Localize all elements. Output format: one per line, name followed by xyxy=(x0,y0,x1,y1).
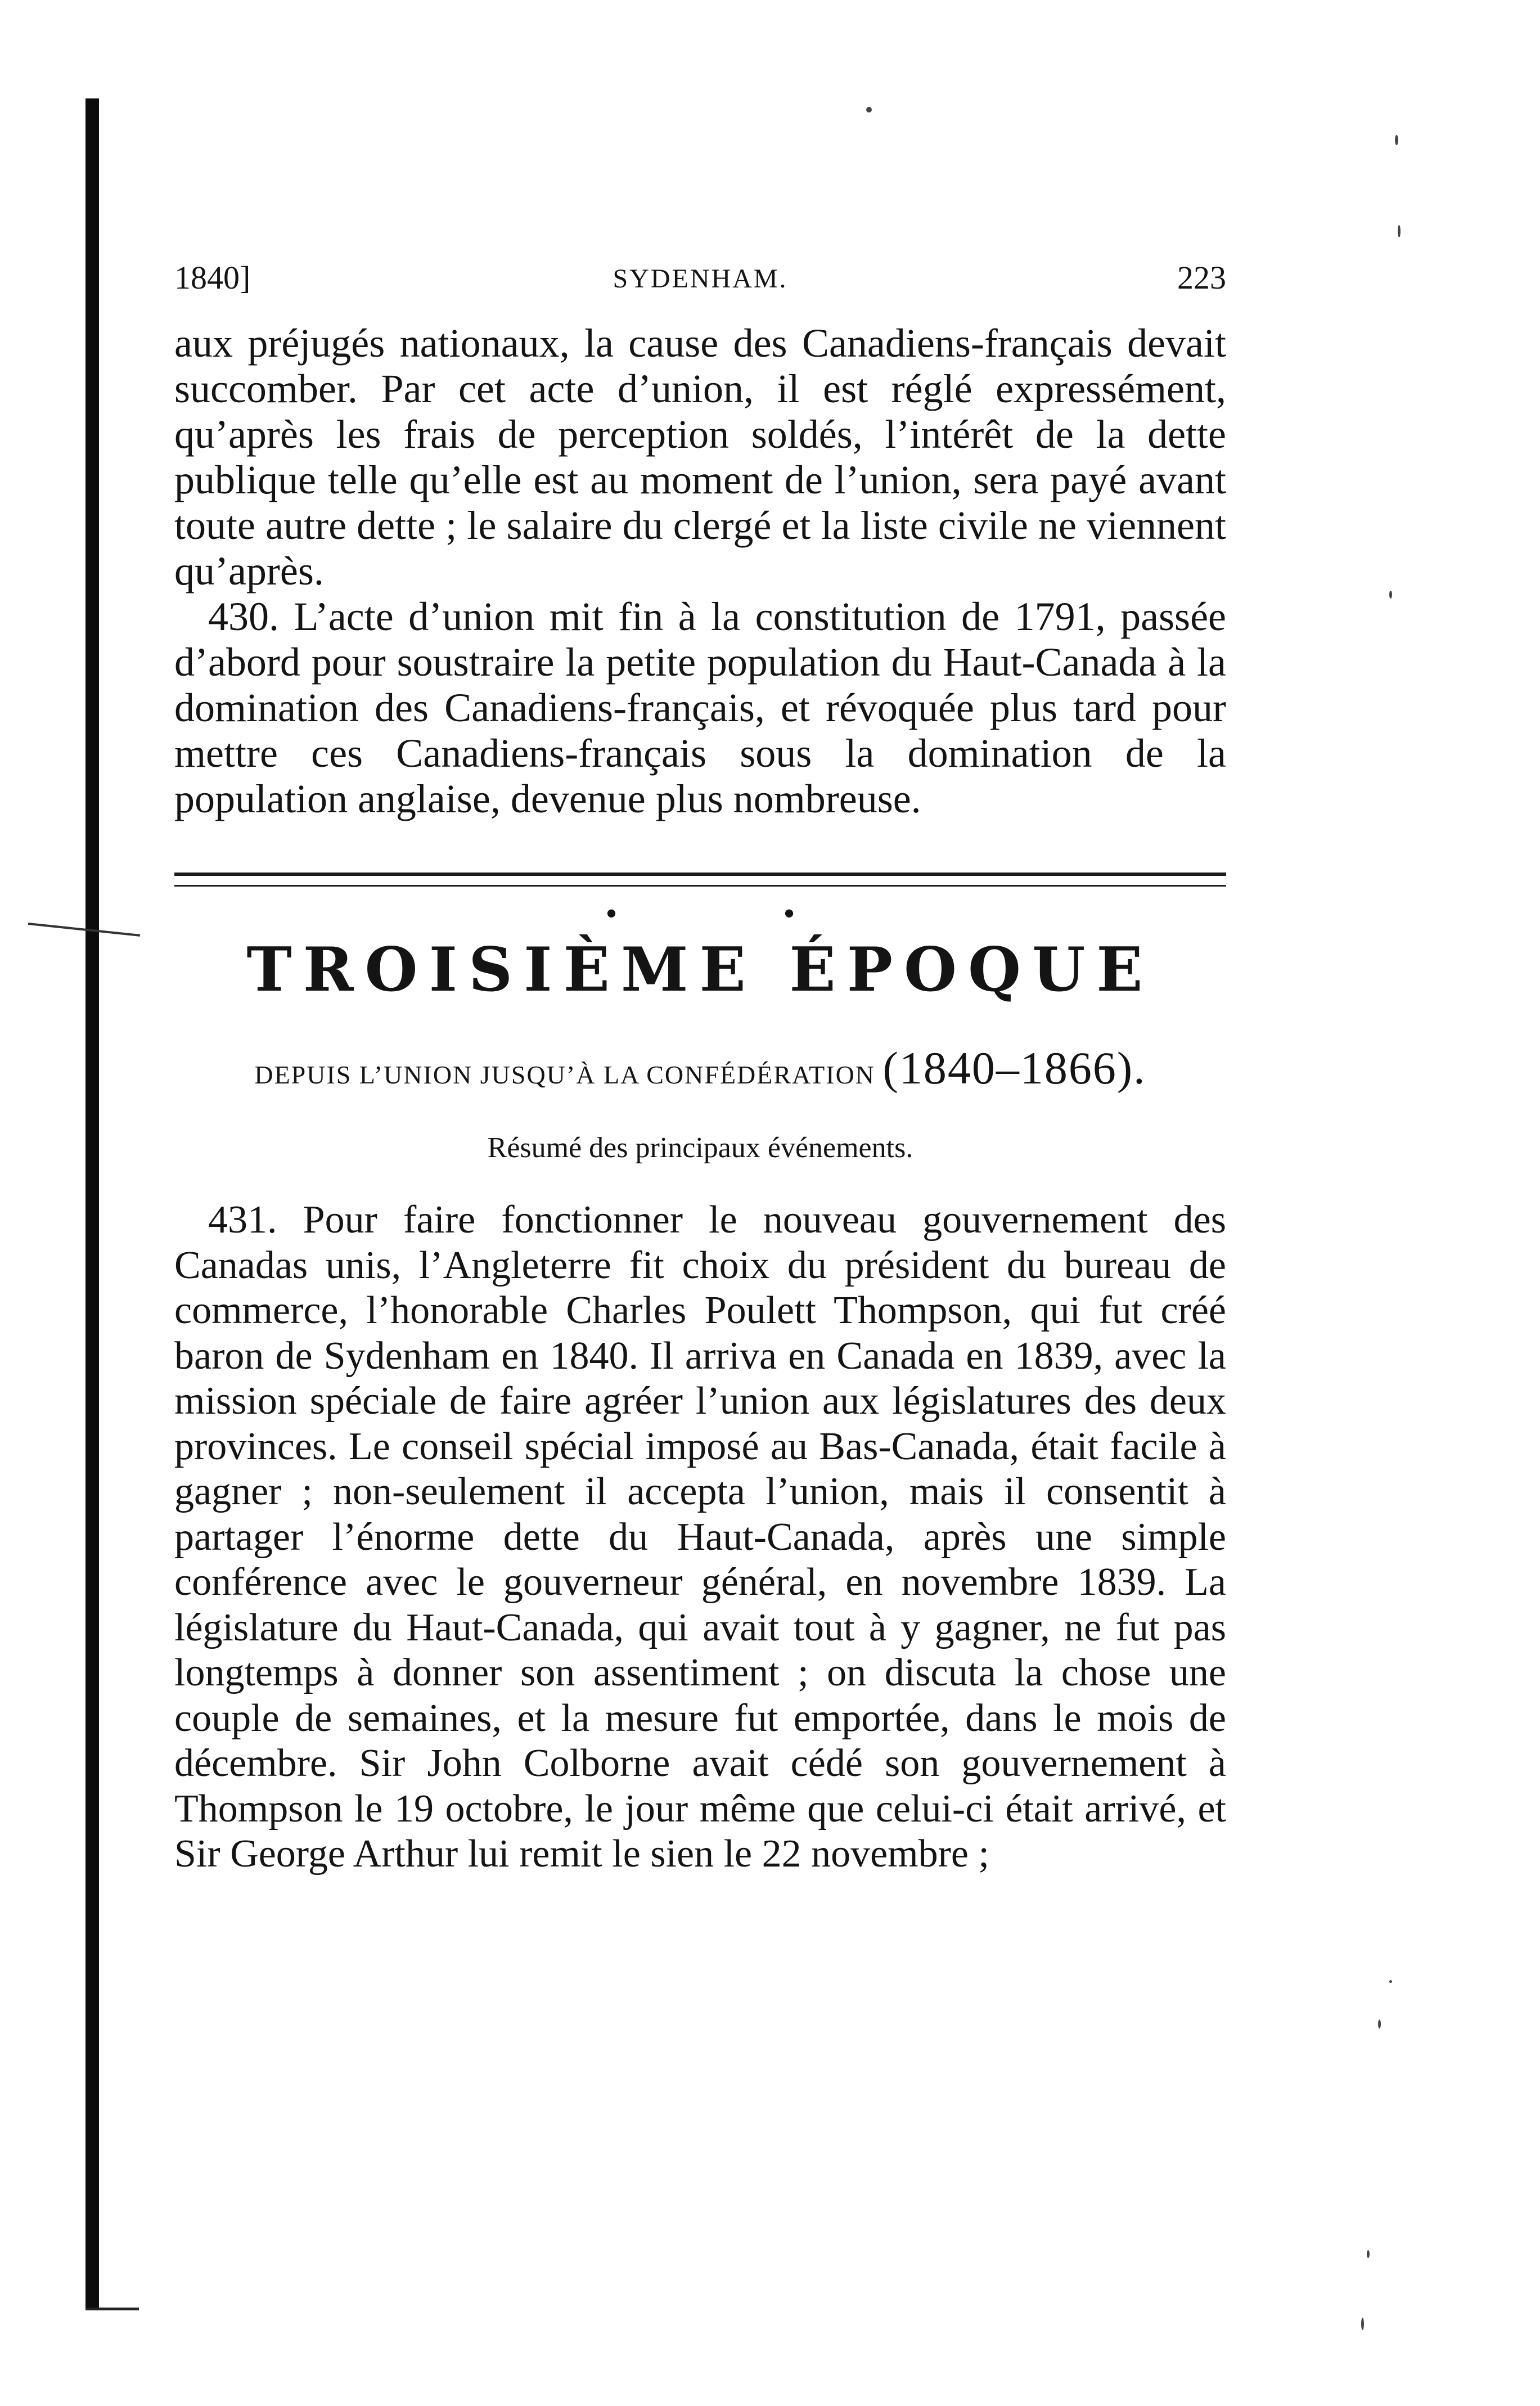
paragraph-continuation: aux préjugés nationaux, la cause des Canadiens-français devait succomber. Par cet acte d’union, il est réglé expressément, qu’après les frais de perception soldés, l’intérêt de la dette publique telle qu’elle est au moment de l’union, sera payé avant toute autre dette ; le salaire du clergé et la liste civile ne viennent qu’après. xyxy=(174,321,1226,593)
binding-edge-foot xyxy=(85,2308,139,2310)
print-speck xyxy=(1361,2318,1364,2330)
section-divider-rule xyxy=(174,873,1226,887)
book-page xyxy=(174,259,1226,1877)
print-speck xyxy=(866,107,872,113)
header-year: 1840] xyxy=(174,259,251,296)
section-years: (1840–1866). xyxy=(882,1042,1146,1094)
section-ornament: • • xyxy=(605,895,874,932)
page-number: 223 xyxy=(1177,259,1226,296)
print-speck xyxy=(1389,591,1392,599)
paragraph-430: 430. L’acte d’union mit fin à la constitution de 1791, passée d’abord pour soustraire la petite population du Haut-Canada à la domination des Canadiens-français, et révoquée plus tard pour mettre ces Canadiens-français sous la domination de la population anglaise, devenue plus nombreuse. xyxy=(174,594,1226,821)
print-speck xyxy=(1367,2250,1370,2258)
header-running-title: SYDENHAM. xyxy=(613,264,788,294)
page-binding-edge xyxy=(85,98,99,2309)
summary-label: Résumé des principaux événements. xyxy=(487,1132,913,1164)
print-speck xyxy=(1398,225,1401,237)
margin-pencil-mark xyxy=(28,923,140,937)
section-body xyxy=(174,1198,1226,1877)
print-speck xyxy=(1378,2020,1381,2029)
section-subtitle-text: DEPUIS L’UNION JUSQU’À LA CONFÉDÉRATION xyxy=(254,1060,876,1089)
running-header xyxy=(174,259,1226,321)
paragraph-431: 431. Pour faire fonctionner le nouveau gouvernement des Canadas unis, l’Angleterre fit choix du président du bureau de commerce, l’honorable Charles Poulett Thompson, qui fut créé baron de Sydenham en 1840. Il arriva en Canada en 1839, avec la mission spéciale de faire agréer l’union aux législatures des deux provinces. Le conseil spécial imposé au Bas-Canada, était facile à gagner ; non-seulement il accepta l’union, mais il consentit à partager l’énorme dette du Haut-Canada, après une simple conférence avec le gouverneur général, en novembre 1839. La législature du Haut-Canada, qui avait tout à y gagner, ne fut pas longtemps à donner son assentiment ; on discuta la chose une couple de semaines, et la mesure fut emportée, dans le mois de décembre. Sir John Colborne avait cédé son gouvernement à Thompson le 19 octobre, le jour même que celui-ci était arrivé, et Sir George Arthur lui remit le sien le 22 novembre ; xyxy=(174,1198,1226,1876)
print-speck xyxy=(1389,1980,1392,1983)
section-title: TROISIÈME ÉPOQUE xyxy=(246,934,1154,1005)
print-speck xyxy=(1395,135,1398,145)
section-subtitle xyxy=(174,1043,1226,1100)
